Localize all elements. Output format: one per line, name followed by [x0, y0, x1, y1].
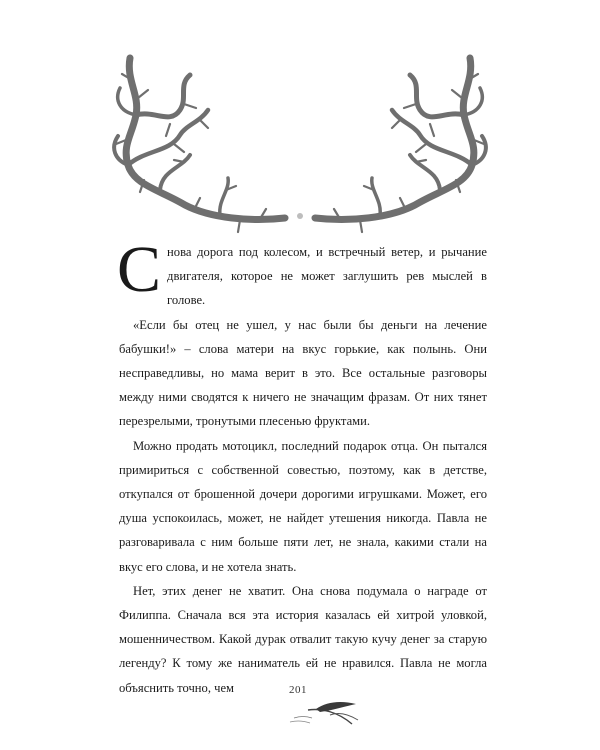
paragraph-1 [117, 233, 487, 313]
ornament-center-bud [297, 213, 303, 219]
paragraph-3: Можно продать мотоцикл, последний подарок отца. Он пытался примириться с собственной совестью, поэтому, как в детстве, откупался от брошенной дочери дорогими игрушками. Может, его душа успокоилась, может, не найдет утешения никогда. Павла не разговаривала с ним больше пяти лет, не знала, какими стали на вкус его слова, и не хотела знать. [119, 438, 487, 574]
paragraph-1-text: нова дорога под колесом, и встречный ветер, и рычание двигателя, которое не может заглушить рев мыслей в голове. [167, 245, 487, 308]
thorn-vine-ornament [100, 40, 500, 240]
drop-cap-letter: С [117, 233, 162, 306]
paragraph-2: «Если бы отец не ушел, у нас были бы деньги на лечение бабушки!» – слова матери на вкус горькие, как полынь. Они несправедливы, но мама верит в это. Все остальные разговоры между ними сводятся к ничего не значащим фразам. От них тянет перезрелыми, тронутыми плесенью фруктами. [119, 317, 487, 429]
page-footer [260, 682, 370, 732]
feather-ornament-icon [260, 682, 370, 732]
page-number: 201 [289, 684, 307, 696]
paragraph-4: Нет, этих денег не хватит. Она снова подумала о награде от Филиппа. Сначала вся эта история казалась ей хитрой уловкой, мошенничеством. Какой дурак отвалит такую кучу денег за старую легенду? К тому же наниматель ей не нравился. Павла не могла объяснить точно, чем [119, 583, 487, 695]
main-text [117, 233, 487, 700]
